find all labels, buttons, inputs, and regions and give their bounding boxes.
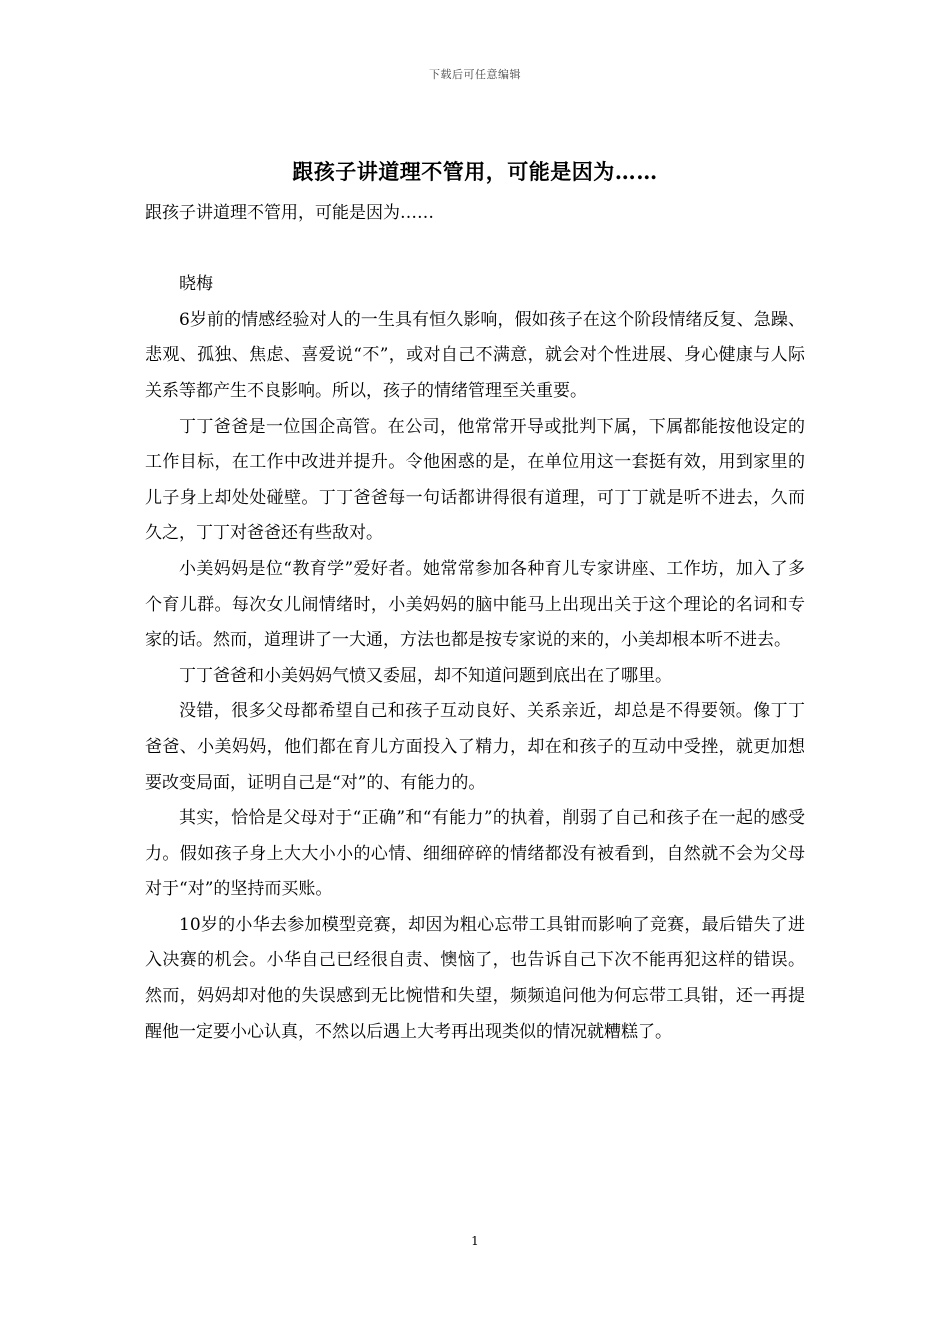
paragraph: 没错，很多父母都希望自己和孩子互动良好、关系亲近，却总是不得要领。像丁丁爸爸、小美妈妈，他们都在育儿方面投入了精力，却在和孩子的互动中受挫，就更加想要改变局面，证明自己是“对”的、有能力的。 bbox=[145, 701, 805, 793]
document-subtitle: 跟孩子讲道理不管用，可能是因为…… bbox=[145, 203, 434, 223]
blank-line bbox=[145, 232, 805, 268]
paragraph: 6岁前的情感经验对人的一生具有恒久影响，假如孩子在这个阶段情绪反复、急躁、悲观、孤独、焦虑、喜爱说“不”，或对自己不满意，就会对个性进展、身心健康与人际关系等都产生不良影响。所以，孩子的情绪管理至关重要。 bbox=[145, 309, 805, 401]
header-note: 下载后可任意编辑 bbox=[429, 68, 521, 81]
paragraph: 小美妈妈是位“教育学”爱好者。她常常参加各种育儿专家讲座、工作坊，加入了多个育儿群。每次女儿闹情绪时，小美妈妈的脑中能马上出现出关于这个理论的名词和专家的话。然而，道理讲了一大通，方法也都是按专家说的来的，小美却根本听不进去。 bbox=[145, 558, 805, 651]
paragraph: 丁丁爸爸是一位国企高管。在公司，他常常开导或批判下属，下属都能按他设定的工作目标，在工作中改进并提升。令他困惑的是，在单位用这一套挺有效，用到家里的儿子身上却处处碰壁。丁丁爸爸每一句话都讲得很有道理，可丁丁就是听不进去，久而久之，丁丁对爸爸还有些敌对。 bbox=[145, 416, 805, 544]
document-body bbox=[145, 196, 805, 1050]
document-title: 跟孩子讲道理不管用，可能是因为…… bbox=[292, 159, 658, 184]
paragraph: 丁丁爸爸和小美妈妈气愤又委屈，却不知道问题到底出在了哪里。 bbox=[179, 665, 672, 686]
paragraph: 10岁的小华去参加模型竞赛，却因为粗心忘带工具钳而影响了竞赛，最后错失了进入决赛的机会。小华自己已经很自责、懊恼了，也告诉自己下次不能再犯这样的错误。然而，妈妈却对他的失误感到无比惋惜和失望，频频追问他为何忘带工具钳，还一再提醒他一定要小心认真，不然以后遇上大考再出现类似的情况就糟糕了。 bbox=[145, 914, 805, 1042]
author-line: 晓梅 bbox=[179, 274, 213, 295]
paragraph: 其实，恰恰是父母对于“正确”和“有能力”的执着，削弱了自己和孩子在一起的感受力。假如孩子身上大大小小的心情、细细碎碎的情绪都没有被看到，自然就不会为父母对于“对”的坚持而买账。 bbox=[145, 808, 805, 900]
page-number: 1 bbox=[471, 1234, 479, 1248]
